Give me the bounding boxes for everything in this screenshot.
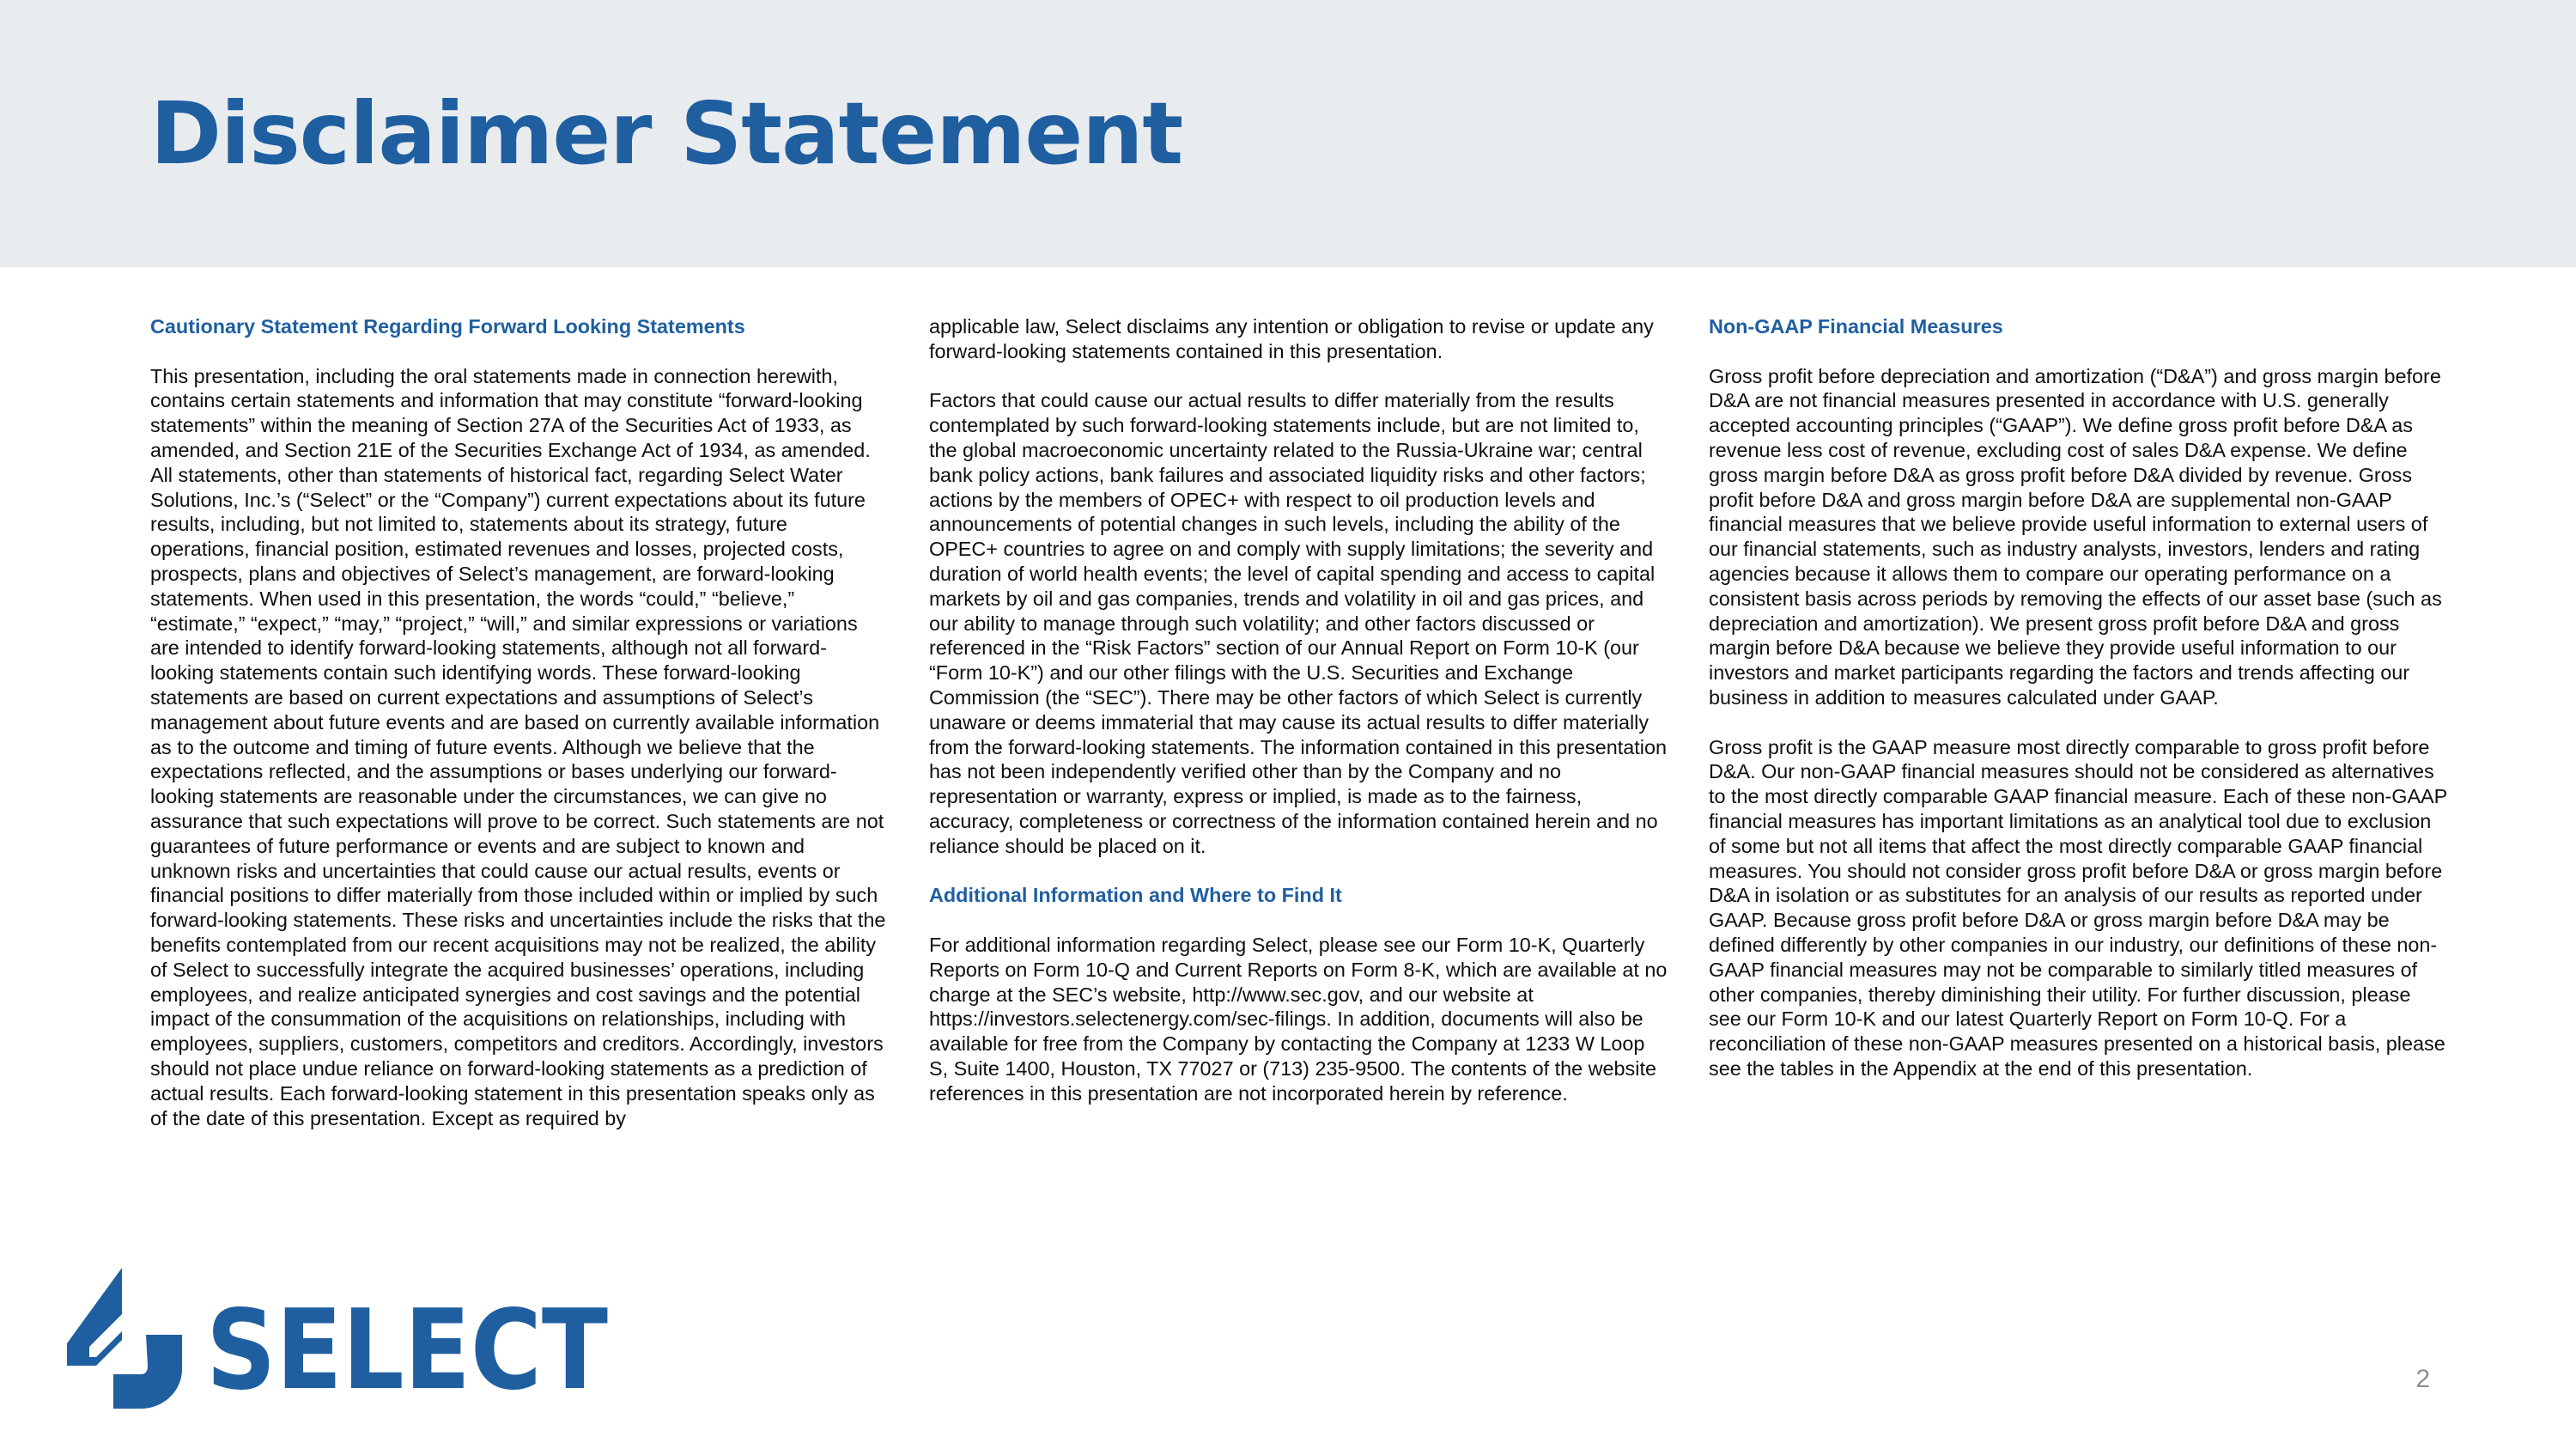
non-gaap-paragraph-1: Gross profit before depreciation and amortization (“D&A”) and gross margin before D&A are not financial measures presented in accordance with U.S. generally accepted accounting principles (“GAAP”). We define gross profit before D&A as revenue less cost of revenue, excluding cost of sales D&A expense. We define gross margin before D&A as gross profit before D&A divided by revenue. Gross profit before D&A and gross margin before D&A are supplemental non-GAAP financial measures that we believe provide useful information to external users of our financial statements, such as industry analysts, investors, lenders and rating agencies because it allows them to compare our operating performance on a consistent basis across periods by removing the effects of our asset base (such as depreciation and amortization). We present gross profit before D&A and gross margin before D&A because we believe they provide useful information to our investors and market participants regarding the factors and trends affecting our business in addition to measures calculated under GAAP. [1709, 364, 2442, 709]
select-wordmark: SELECT [206, 1287, 608, 1415]
non-gaap-paragraph-2: Gross profit is the GAAP measure most directly comparable to gross profit before D&A. Our non-GAAP financial measures should not be considered as alternatives to the most directly comparable GAAP financial measure. Each of these non-GAAP financial measures has important limitations as an analytical tool due to exclusion of some but not all items that affect the most directly comparable GAAP financial measures. You should not consider gross profit before D&A or gross margin before D&A in isolation or as substitutes for an analysis of our results as reported under GAAP. Because gross profit before D&A or gross margin before D&A may be defined differently by other companies in our industry, our definitions of these non-GAAP financial measures may not be comparable to similarly titled measures of other companies, thereby diminishing their utility. For further discussion, please see our Form 10-K and our latest Quarterly Report on Form 10-Q. For a reconciliation of these non-GAAP measures presented on a historical basis, please see the tables in the Appendix at the end of this presentation. [1709, 735, 2447, 1080]
forward-looking-column [150, 314, 889, 1130]
page-number: 2 [2415, 1365, 2430, 1393]
non-gaap-heading: Non-GAAP Financial Measures [1709, 315, 2003, 338]
forward-looking-heading: Cautionary Statement Regarding Forward Looking Statements [150, 315, 745, 338]
select-droplet-mark-icon [67, 1268, 182, 1409]
title-banner [0, 0, 2576, 267]
additional-info-column [929, 314, 1668, 1106]
additional-info-heading: Additional Information and Where to Find It [929, 884, 1342, 907]
forward-looking-body: This presentation, including the oral statements made in connection herewith, contains certain statements and information that may constitute “forward-looking statements” within the meaning of Section 27A of the Securities Act of 1933, as amended, and Section 21E of the Securities Exchange Act of 1934, as amended. All statements, other than statements of historical fact, regarding Select Water Solutions, Inc.’s (“Select” or the “Company”) current expectations about its future results, including, but not limited to, statements about its strategy, future operations, financial position, estimated revenues and losses, projected costs, prospects, plans and objectives of Select’s management, are forward-looking statements. When used in this presentation, the words “could,” “believe,” “estimate,” “expect,” “may,” “project,” “will,” and similar expressions or variations are intended to identify forward-looking statements, although not all forward-looking statements contain such identifying words. These forward-looking statements are based on current expectations and assumptions of Select’s management about future events and are based on currently available information as to the outcome and timing of future events. Although we believe that the expectations reflected, and the assumptions or bases underlying our forward-looking statements are reasonable under the circumstances, we can give no assurance that such expectations will prove to be correct. Such statements are not guarantees of future performance or events and are subject to known and unknown risks and uncertainties that could cause our actual results, events or financial positions to differ materially from those included within or implied by such forward-looking statements. These risks and uncertainties include the risks that the benefits contemplated from our recent acquisitions may not be realized, the ability of Select to successfully integrate the acquired businesses’ operations, including employees, and realize anticipated synergies and cost savings and the potential impact of the consummation of the acquisitions on relationships, including with employees, suppliers, customers, competitors and creditors. Accordingly, investors should not place undue reliance on forward-looking statements as a prediction of actual results. Each forward-looking statement in this presentation speaks only as of the date of this presentation. Except as required by [150, 364, 886, 1129]
page-title: Disclaimer Statement [150, 83, 1183, 184]
select-logo [62, 1261, 611, 1415]
risk-factors-paragraph: Factors that could cause our actual results to differ materially from the results contemplated by such forward-looking statements include, but are not limited to, the global macroeconomic uncertainty related to the Russia-Ukraine war; central bank policy actions, bank failures and associated liquidity risks and other factors; actions by the members of OPEC+ with respect to oil production levels and announcements of potential changes in such levels, including the ability of the OPEC+ countries to agree on and comply with supply limitations; the severity and duration of world health events; the level of capital spending and access to capital markets by oil and gas companies, trends and volatility in oil and gas prices, and our ability to manage through such volatility; and other factors discussed or referenced in the “Risk Factors” section of our Annual Report on Form 10-K (our “Form 10-K”) and our other filings with the U.S. Securities and Exchange Commission (the “SEC”). There may be other factors of which Select is currently unaware or deems immaterial that may cause its actual results to differ materially from the forward-looking statements. The information contained in this presentation has not been independently verified other than by the Company and no representation or warranty, express or implied, is made as to the fairness, accuracy, completeness or correctness of the information contained herein and no reliance should be placed on it. [929, 389, 1667, 857]
additional-info-body: For additional information regarding Select, please see our Form 10-K, Quarterly Reports on Form 10-Q and Current Reports on Form 8-K, which are available at no charge at the SEC’s website, http://www.sec.gov, and our website at https://investors.selectenergy.com/sec-filings. In addition, documents will also be available for free from the Company by contacting the Company at 1233 W Loop S, Suite 1400, Houston, TX 77027 or (713) 235-9500. The contents of the website references in this presentation are not incorporated herein by reference. [929, 933, 1668, 1105]
forward-looking-continuation: applicable law, Select disclaims any intention or obligation to revise or update any forward-looking statements contained in this presentation. [929, 315, 1654, 362]
non-gaap-column [1709, 314, 2447, 1081]
